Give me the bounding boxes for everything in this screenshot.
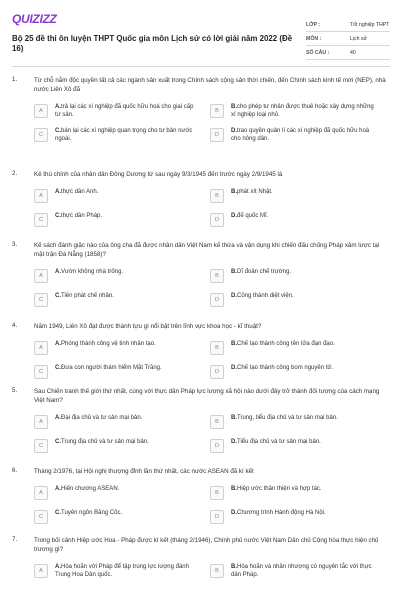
answer-option[interactable]: [34, 210, 202, 230]
option-letter: D.: [231, 293, 237, 299]
meta-row-count: [306, 46, 390, 60]
option-text: [55, 439, 200, 447]
answer-option[interactable]: [34, 412, 202, 432]
option-letter-badge: A: [34, 486, 48, 500]
option-text: [231, 293, 376, 301]
option-answer: Tiểu địa chủ và tư sản mại bản.: [237, 439, 321, 445]
option-text: [231, 415, 376, 423]
meta-row-subject: [306, 32, 390, 46]
option-answer: Đưa con người thám hiểm Mặt Trăng.: [61, 365, 162, 371]
option-text: [231, 341, 376, 349]
answer-option[interactable]: [34, 338, 202, 358]
option-letter: A.: [55, 486, 61, 492]
option-text: [231, 365, 376, 373]
question-number: 5.: [12, 387, 18, 394]
option-answer: phát xít Nhật.: [237, 189, 273, 195]
option-text: [55, 269, 200, 277]
option-answer: Dĩ đoản chế trường.: [237, 269, 291, 275]
option-letter-badge: D: [210, 213, 224, 227]
quizizz-logo: QUIZIZZ: [12, 12, 57, 26]
option-text: [231, 564, 376, 579]
option-text: [231, 510, 376, 518]
option-answer: đế quốc Mĩ.: [237, 213, 269, 219]
option-answer: Hiệp ước thân thiện và hợp tác.: [237, 486, 322, 492]
option-answer: bán lại các xí nghiệp quan trọng cho tư bản nước ngoài.: [55, 128, 193, 142]
option-text: [231, 128, 376, 143]
option-answer: trao quyền quản lí các xí nghiệp đã quốc hữu hoá cho nông dân.: [231, 128, 370, 142]
option-text: [231, 439, 376, 447]
option-answer: Chế tạo thành công tên lửa đạn đạo.: [237, 341, 335, 347]
answer-option[interactable]: [210, 412, 378, 432]
option-answer: Chế tạo thành công bom nguyên tử.: [237, 365, 334, 371]
option-text: [55, 189, 200, 197]
answer-option[interactable]: [210, 210, 378, 230]
option-letter: C.: [55, 213, 61, 219]
answer-option[interactable]: [210, 483, 378, 503]
answer-option[interactable]: [34, 125, 202, 145]
option-letter-badge: C: [34, 365, 48, 379]
option-letter: B.: [231, 341, 237, 347]
answer-option[interactable]: [34, 362, 202, 382]
option-answer: thực dân Anh.: [61, 189, 99, 195]
option-letter: C.: [55, 128, 61, 134]
question-number: 6.: [12, 467, 18, 474]
option-text: [231, 269, 376, 277]
option-answer: Vườn không nhà trống.: [61, 269, 123, 275]
option-answer: Tiên phát chế nhân.: [61, 293, 114, 299]
option-letter-badge: C: [34, 439, 48, 453]
question-number: 7.: [12, 536, 18, 543]
option-answer: Hiến chương ASEAN.: [61, 486, 120, 492]
answer-option[interactable]: [34, 436, 202, 456]
option-letter-badge: B: [210, 189, 224, 203]
option-letter-badge: A: [34, 269, 48, 283]
option-letter-badge: D: [210, 293, 224, 307]
option-text: [55, 510, 200, 518]
meta-table: [306, 18, 390, 60]
option-letter: B.: [231, 104, 237, 110]
meta-row-class: [306, 18, 390, 32]
question-number: 2.: [12, 170, 18, 177]
option-letter: D.: [231, 510, 237, 516]
option-letter: C.: [55, 293, 61, 299]
option-text: [55, 486, 200, 494]
option-letter: C.: [55, 365, 61, 371]
meta-value: 40: [350, 50, 356, 56]
option-letter-badge: A: [34, 104, 48, 118]
meta-key: SỐ CÂU :: [306, 50, 330, 56]
option-answer: Trung, tiểu địa chủ và tư sản mại bản.: [237, 415, 338, 421]
answer-option[interactable]: [34, 186, 202, 206]
answer-option[interactable]: [210, 362, 378, 382]
meta-value: Tốt nghiệp THPT: [350, 22, 390, 28]
meta-key: MÔN :: [306, 36, 322, 42]
option-letter-badge: D: [210, 439, 224, 453]
answer-option[interactable]: [210, 436, 378, 456]
question-text: Năm 1949, Liên Xô đạt được thành tựu gì nổi bật trên lĩnh vực khoa học - kĩ thuật?: [34, 323, 262, 330]
option-text: [55, 415, 200, 423]
option-letter: B.: [231, 415, 237, 421]
option-letter-badge: A: [34, 189, 48, 203]
option-text: [231, 486, 376, 494]
answer-option[interactable]: [210, 561, 378, 581]
option-letter-badge: B: [210, 104, 224, 118]
option-letter-badge: C: [34, 293, 48, 307]
option-letter-badge: A: [34, 564, 48, 578]
option-letter-badge: D: [210, 128, 224, 142]
option-text: [55, 365, 200, 373]
option-letter: D.: [231, 365, 237, 371]
header-divider: [12, 66, 390, 67]
option-letter-badge: C: [34, 128, 48, 142]
option-letter-badge: B: [210, 486, 224, 500]
answer-option[interactable]: [34, 483, 202, 503]
option-letter: D.: [231, 213, 237, 219]
option-letter-badge: D: [210, 510, 224, 524]
question-number: 4.: [12, 322, 18, 329]
option-letter-badge: B: [210, 341, 224, 355]
option-letter: A.: [55, 415, 61, 421]
option-text: [55, 564, 200, 579]
option-text: [55, 104, 200, 119]
option-letter-badge: B: [210, 564, 224, 578]
option-answer: Hòa hoãn và nhân nhượng có nguyên tắc với thực dân Pháp.: [231, 564, 372, 578]
meta-value: Lịch sử: [350, 36, 368, 42]
option-answer: cho phép tư nhân được thuê hoặc xây dựng những xí nghiệp loại nhỏ.: [231, 104, 374, 118]
option-text: [231, 213, 376, 221]
answer-option[interactable]: [210, 101, 378, 121]
option-text: [55, 341, 200, 349]
option-letter: C.: [55, 439, 61, 445]
option-letter: D.: [231, 439, 237, 445]
worksheet-title: Bộ 25 đề thi ôn luyện THPT Quốc gia môn Lịch sử có lời giải năm 2022 (Đề 16): [12, 34, 293, 53]
option-letter-badge: D: [210, 365, 224, 379]
answer-option[interactable]: [210, 186, 378, 206]
option-letter-badge: A: [34, 415, 48, 429]
meta-key: LỚP :: [306, 22, 321, 28]
option-answer: Phóng thành công vệ tinh nhân tạo.: [61, 341, 156, 347]
option-letter: A.: [55, 104, 61, 110]
option-letter-badge: A: [34, 341, 48, 355]
option-letter: A.: [55, 564, 61, 570]
option-answer: Chương trình Hành động Hà Nội.: [237, 510, 326, 516]
answer-option[interactable]: [210, 266, 378, 286]
option-letter: D.: [231, 128, 237, 134]
option-letter: A.: [55, 269, 61, 275]
option-letter: A.: [55, 341, 61, 347]
answer-option[interactable]: [210, 125, 378, 145]
question-text: Sau Chiến tranh thế giới thứ nhất, cùng với thực dân Pháp lực lượng xã hội nào dưới đây trở thành đối tượng của cách mạng Việt Nam?: [34, 388, 380, 404]
option-letter-badge: B: [210, 269, 224, 283]
option-text: [231, 104, 376, 119]
answer-option[interactable]: [210, 338, 378, 358]
option-answer: trả lại các xí nghiệp đã quốc hữu hoá cho giai cấp tư sản.: [55, 104, 194, 118]
answer-option[interactable]: [34, 290, 202, 310]
answer-option[interactable]: [34, 507, 202, 527]
answer-option[interactable]: [34, 266, 202, 286]
option-letter: C.: [55, 510, 61, 516]
question-text: Tháng 2/1976, tại Hội nghị thượng đỉnh lần thứ nhất, các nước ASEAN đã kí kết: [34, 468, 254, 475]
option-answer: Đại địa chủ và tư sản mại bản.: [61, 415, 143, 421]
question-number: 3.: [12, 241, 18, 248]
option-text: [231, 189, 376, 197]
option-letter: A.: [55, 189, 61, 195]
question-text: Kế sách đánh giặc nào của ông cha đã được nhân dân Việt Nam kế thừa và vận dụng khi chiến đấu chống Pháp xâm lược tại mặt trận Đà Nẵng (1858)?: [34, 242, 380, 258]
question-text: Kẻ thù chính của nhân dân Đông Dương từ sau ngày 9/3/1945 đến trước ngày 2/9/1945 là: [34, 171, 283, 178]
option-letter: B.: [231, 189, 237, 195]
option-letter-badge: C: [34, 510, 48, 524]
option-answer: Trung địa chủ và tư sản mại bản.: [61, 439, 149, 445]
option-text: [55, 293, 200, 301]
option-letter: B.: [231, 564, 237, 570]
option-letter-badge: B: [210, 415, 224, 429]
worksheet-header: [12, 12, 390, 62]
option-answer: thực dân Pháp.: [61, 213, 103, 219]
option-answer: Công thành diệt viện.: [237, 293, 294, 299]
answer-option[interactable]: [210, 507, 378, 527]
answer-option[interactable]: [34, 101, 202, 121]
option-letter-badge: C: [34, 213, 48, 227]
question-text: Từ chỗ nắm độc quyền tất cả các ngành sản xuất trong Chính sách cộng sản thời chiến, đến Chính sách kinh tế mới (NEP), nhà nước Liên Xô đã: [34, 77, 386, 93]
option-text: [55, 128, 200, 143]
option-text: [55, 213, 200, 221]
option-answer: Hòa hoãn với Pháp để tập trung lực lượng đánh Trung Hoa Dân quốc.: [55, 564, 189, 578]
option-answer: Tuyên ngôn Băng Cốc.: [61, 510, 123, 516]
answer-option[interactable]: [210, 290, 378, 310]
option-letter: B.: [231, 486, 237, 492]
question-number: 1.: [12, 76, 18, 83]
answer-option[interactable]: [34, 561, 202, 581]
question-text: Trong bối cảnh Hiệp ước Hoa - Pháp được kí kết (tháng 2/1946), Chính phủ nước Việt Nam Dân chủ Cộng hòa thực hiện chủ trương gì?: [34, 537, 379, 553]
option-letter: B.: [231, 269, 237, 275]
